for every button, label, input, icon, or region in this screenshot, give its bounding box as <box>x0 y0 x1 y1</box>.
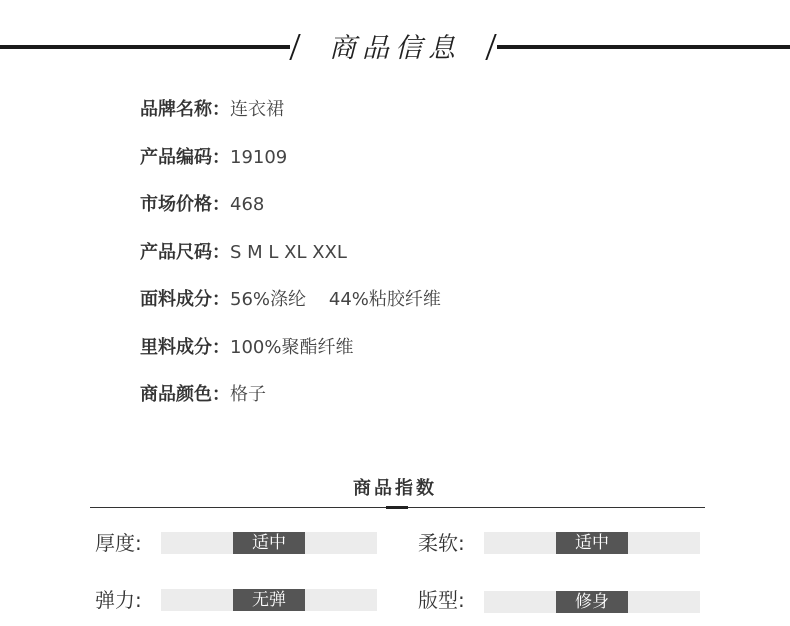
info-label: 市场价格： <box>140 194 230 215</box>
index-bar-elasticity <box>161 589 377 611</box>
info-value: 19109 <box>230 146 288 168</box>
info-value: 100%聚酯纤维 <box>230 336 354 358</box>
info-value: 格子 <box>230 384 266 405</box>
info-label: 面料成分： <box>140 289 230 310</box>
info-row-price <box>140 191 441 239</box>
info-label: 产品尺码： <box>140 241 230 263</box>
info-value: 56%涤纶 44%粘胶纤维 <box>230 289 441 310</box>
product-info-list <box>140 96 441 429</box>
info-label: 品牌名称： <box>140 99 230 120</box>
index-bar-softness <box>484 532 700 554</box>
info-row-fabric <box>140 286 441 334</box>
info-row-color <box>140 381 441 429</box>
info-row-brand <box>140 96 441 144</box>
info-value: 468 <box>230 194 265 215</box>
index-bar-thickness <box>161 532 377 554</box>
info-row-size <box>140 239 441 287</box>
index-value-thickness: 适中 <box>233 532 305 554</box>
index-label-elasticity: 弹力: <box>95 588 142 612</box>
index-value-fit: 修身 <box>556 591 628 613</box>
info-value: S M L XL XXL <box>230 241 347 263</box>
index-divider-accent <box>386 506 408 509</box>
index-label-thickness: 厚度: <box>95 531 142 555</box>
index-section-title: 商品指数 <box>353 478 437 499</box>
index-value-elasticity: 无弹 <box>233 589 305 611</box>
info-label: 商品颜色： <box>140 384 230 405</box>
header-line-right <box>497 45 790 49</box>
info-label: 产品编码： <box>140 146 230 168</box>
info-label: 里料成分： <box>140 336 230 358</box>
page-title: 商品信息 <box>329 33 461 64</box>
index-value-softness: 适中 <box>556 532 628 554</box>
index-label-fit: 版型: <box>418 588 465 612</box>
info-row-code <box>140 144 441 192</box>
info-row-lining <box>140 334 441 382</box>
index-bar-fit <box>484 591 700 613</box>
info-value: 连衣裙 <box>230 99 284 120</box>
index-label-softness: 柔软: <box>418 531 465 555</box>
